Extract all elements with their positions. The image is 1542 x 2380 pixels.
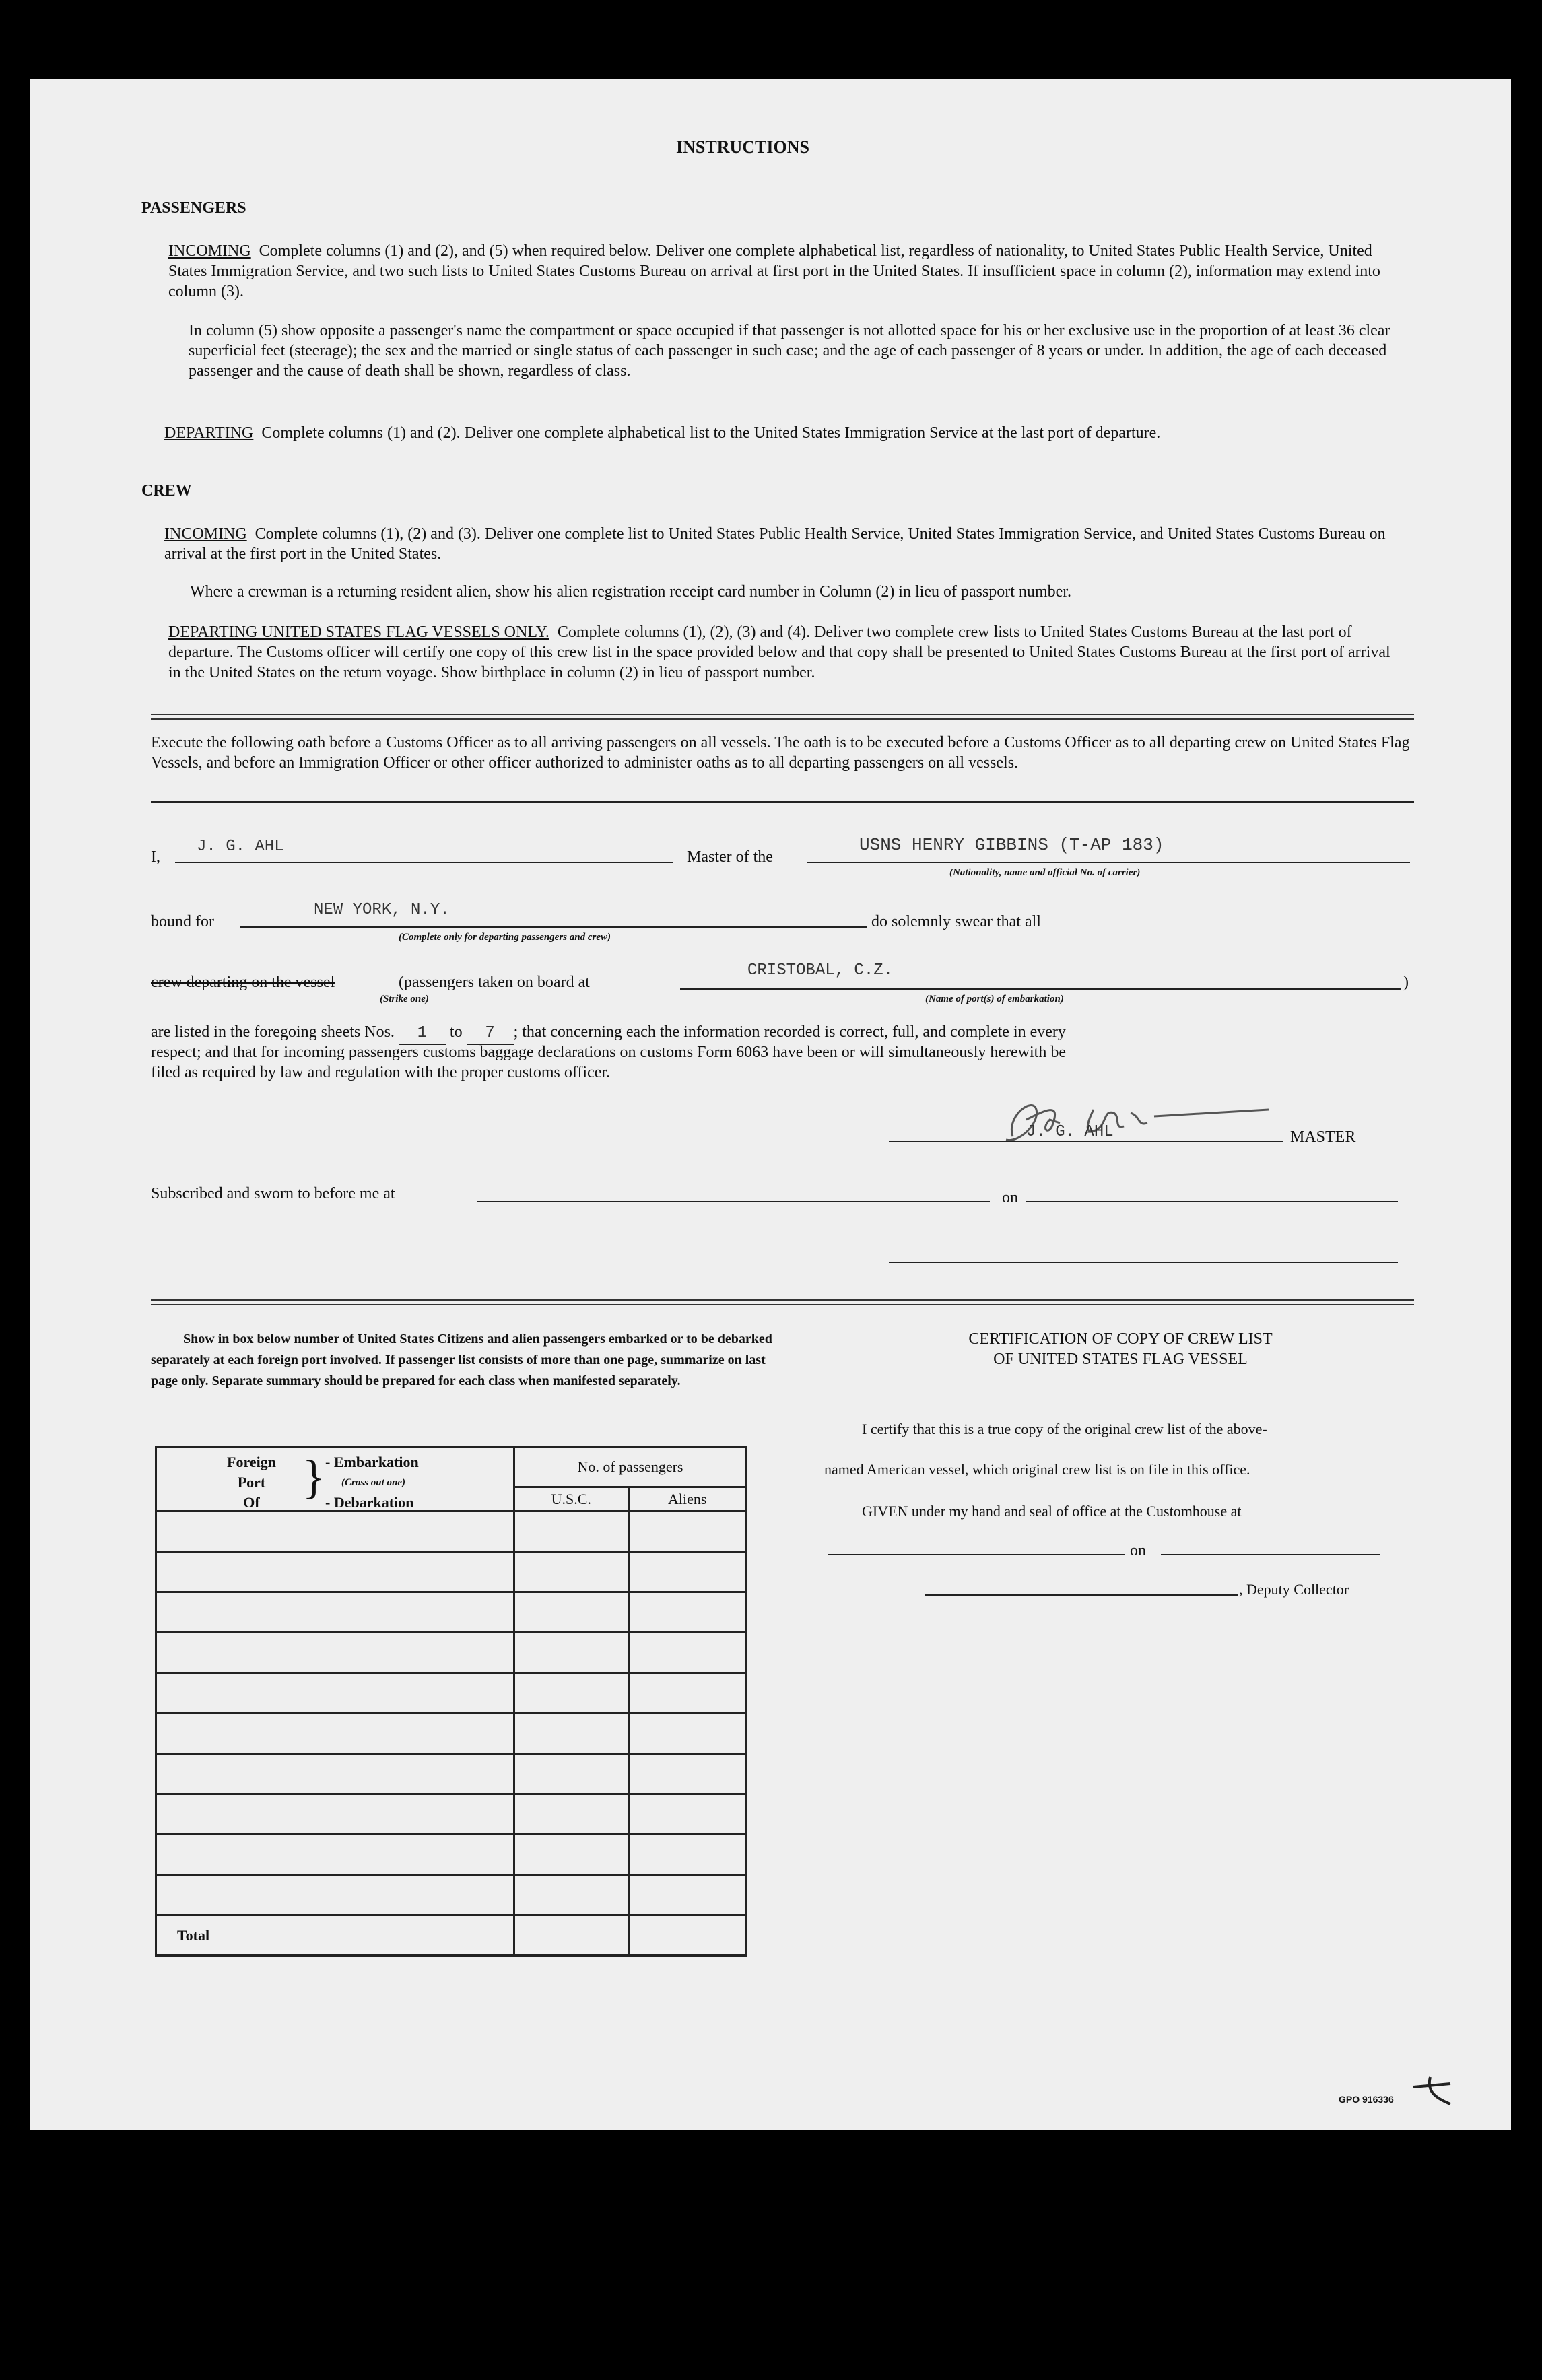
table-row bbox=[156, 1754, 514, 1794]
crew-departing-text: Complete columns (1), (2), (3) and (4). Deliver two complete crew lists to United States Customs Bureau at the last port of departure. The Customs officer will certify one copy of this crew list in the space provided below and that copy shall be presented to United States Customs Bureau at the first port of arrival in the United States on the return voyage. Show birthplace in column (2) in lieu of passport number. bbox=[168, 623, 1390, 681]
table-cell bbox=[514, 1713, 628, 1754]
table-cell bbox=[514, 1633, 628, 1673]
certification-line-1: I certify that this is a true copy of the original crew list of the above- bbox=[862, 1421, 1267, 1437]
master-name-value: J. G. AHL bbox=[197, 838, 284, 856]
brace-icon: } bbox=[302, 1452, 325, 1503]
subscribed-label: Subscribed and sworn to before me at bbox=[151, 1185, 395, 1202]
swear-text: do solemnly swear that all bbox=[871, 913, 1041, 930]
total-aliens-cell bbox=[628, 1915, 747, 1956]
subscribed-date-line bbox=[1026, 1201, 1398, 1202]
listed-sentence bbox=[151, 1022, 1414, 1045]
table-row bbox=[156, 1835, 514, 1875]
vessel-caption: (Nationality, name and official No. of carrier) bbox=[949, 867, 1141, 878]
port-label: Port bbox=[237, 1474, 266, 1491]
table-cell bbox=[514, 1552, 628, 1592]
passengers-heading: PASSENGERS bbox=[141, 199, 246, 217]
vessel-line bbox=[807, 862, 1410, 863]
table-cell bbox=[628, 1835, 747, 1875]
table-row bbox=[156, 1673, 514, 1713]
table-row bbox=[156, 1875, 514, 1915]
port-value: CRISTOBAL, C.Z. bbox=[747, 961, 894, 980]
passengers-column5-paragraph bbox=[189, 320, 1401, 381]
port-caption: (Name of port(s) of embarkation) bbox=[925, 994, 1064, 1005]
certification-on-label: on bbox=[1130, 1542, 1146, 1559]
crew-option-struck: crew departing on the vessel bbox=[151, 974, 335, 991]
close-paren: ) bbox=[1403, 974, 1409, 991]
certification-title bbox=[824, 1329, 1417, 1369]
table-cell bbox=[628, 1713, 747, 1754]
sheet-to-value: 7 bbox=[467, 1023, 514, 1045]
table-cell bbox=[628, 1673, 747, 1713]
deputy-collector-label: , Deputy Collector bbox=[1239, 1581, 1349, 1598]
crew-departing-label: DEPARTING UNITED STATES FLAG VESSELS ONLY. bbox=[168, 623, 549, 641]
aliens-header: Aliens bbox=[628, 1487, 747, 1511]
table-cell bbox=[628, 1633, 747, 1673]
crew-incoming-text: Complete columns (1), (2) and (3). Deliver one complete list to United States Public Health Service, United States Immigration Service, and United States Customs Bureau on arrival at the first port in the United States. bbox=[164, 525, 1386, 563]
i-label: I, bbox=[151, 848, 160, 866]
destination-caption: (Complete only for departing passengers and crew) bbox=[399, 932, 611, 943]
table-row bbox=[156, 1552, 514, 1592]
section-divider bbox=[151, 714, 1414, 720]
crew-incoming-paragraph bbox=[164, 524, 1401, 564]
no-of-passengers-header: No. of passengers bbox=[514, 1448, 746, 1487]
port-line bbox=[680, 988, 1401, 990]
destination-value: NEW YORK, N.Y. bbox=[314, 901, 450, 919]
crew-heading: CREW bbox=[141, 482, 192, 500]
usc-header: U.S.C. bbox=[514, 1487, 628, 1511]
foreign-port-header bbox=[156, 1448, 514, 1511]
table-row bbox=[156, 1592, 514, 1633]
cross-out-caption: (Cross out one) bbox=[341, 1477, 406, 1488]
certification-line-2: named American vessel, which original crew list is on file in this office. bbox=[824, 1461, 1250, 1478]
table-row bbox=[156, 1633, 514, 1673]
table-cell bbox=[514, 1835, 628, 1875]
table-cell bbox=[628, 1592, 747, 1633]
certification-title-1: CERTIFICATION OF COPY OF CREW LIST bbox=[968, 1330, 1273, 1348]
table-cell bbox=[628, 1754, 747, 1794]
destination-line bbox=[240, 926, 867, 928]
oath-divider bbox=[151, 801, 1414, 803]
passengers-taken-text: (passengers taken on board at bbox=[399, 974, 590, 991]
table-cell bbox=[514, 1511, 628, 1552]
passengers-departing-paragraph bbox=[164, 423, 1401, 443]
of-label: Of bbox=[243, 1494, 260, 1511]
table-cell bbox=[514, 1592, 628, 1633]
strike-caption: (Strike one) bbox=[380, 994, 429, 1005]
master-of-label: Master of the bbox=[687, 848, 773, 866]
table-cell bbox=[514, 1754, 628, 1794]
table-cell bbox=[514, 1794, 628, 1835]
certification-date-line bbox=[1161, 1554, 1380, 1555]
listed-text-3: respect; and that for incoming passengers customs baggage declarations on customs Form 6063 have been or will simultaneously herewith be bbox=[151, 1044, 1066, 1061]
passengers-departing-text: Complete columns (1) and (2). Deliver one complete alphabetical list to the United States Immigration Service at the last port of departure. bbox=[261, 424, 1161, 442]
subscribed-place-line bbox=[477, 1201, 990, 1202]
subscribed-on-label: on bbox=[1002, 1189, 1018, 1206]
check-mark-icon bbox=[1410, 2074, 1457, 2107]
listed-text-4: filed as required by law and regulation with the proper customs officer. bbox=[151, 1064, 611, 1081]
vessel-value: USNS HENRY GIBBINS (T-AP 183) bbox=[859, 835, 1164, 855]
certification-line-3: GIVEN under my hand and seal of office at the Customhouse at bbox=[862, 1503, 1242, 1520]
table-row bbox=[156, 1511, 514, 1552]
total-usc-cell bbox=[514, 1915, 628, 1956]
embarkation-label: - Embarkation bbox=[325, 1454, 419, 1470]
certification-title-2: OF UNITED STATES FLAG VESSEL bbox=[993, 1351, 1248, 1368]
table-cell bbox=[628, 1875, 747, 1915]
sheet-from-value: 1 bbox=[399, 1023, 446, 1045]
officer-signature-line bbox=[889, 1262, 1398, 1263]
debarkation-label: - Debarkation bbox=[325, 1494, 414, 1511]
signature-line bbox=[889, 1141, 1283, 1142]
master-label: MASTER bbox=[1290, 1128, 1356, 1146]
table-row bbox=[156, 1713, 514, 1754]
passengers-incoming-label: INCOMING bbox=[168, 242, 251, 260]
crew-departing-paragraph bbox=[168, 622, 1401, 683]
listed-text-2: ; that concerning each the information recorded is correct, full, and complete in every bbox=[513, 1023, 1066, 1041]
to-label: to bbox=[449, 1023, 463, 1041]
crew-alien-text: Where a crewman is a returning resident alien, show his alien registration receipt card number in Column (2) in lieu of passport number. bbox=[190, 583, 1071, 601]
customhouse-line bbox=[828, 1554, 1125, 1555]
foreign-label: Foreign bbox=[227, 1454, 276, 1470]
page-title: INSTRUCTIONS bbox=[676, 137, 809, 157]
table-cell bbox=[514, 1875, 628, 1915]
oath-intro: Execute the following oath before a Customs Officer as to all arriving passengers on all vessels. The oath is to be executed before a Customs Officer as to all departing crew on United States Flag Vessels, and before an Immigration Officer or other officer authorized to administer oaths as to all departing passengers on all vessels. bbox=[151, 734, 1410, 772]
table-row bbox=[156, 1794, 514, 1835]
table-cell bbox=[514, 1673, 628, 1713]
passengers-departing-label: DEPARTING bbox=[164, 424, 254, 442]
master-name-line bbox=[175, 862, 673, 863]
table-cell bbox=[628, 1511, 747, 1552]
bound-for-label: bound for bbox=[151, 913, 214, 930]
form-page bbox=[30, 79, 1511, 2130]
table-cell bbox=[628, 1794, 747, 1835]
listed-text-1: are listed in the foregoing sheets Nos. bbox=[151, 1023, 395, 1041]
passengers-column5-text: In column (5) show opposite a passenger's name the compartment or space occupied if that passenger is not allotted space for his or her exclusive use in the proportion of at least 36 clear superficial feet (steerage); the sex and the married or single status of each passenger in such case; and the age of each passenger of 8 years or under. In addition, the age of each deceased passenger and the cause of death shall be shown, regardless of class. bbox=[189, 322, 1390, 380]
passenger-summary-table bbox=[155, 1446, 747, 1957]
crew-incoming-label: INCOMING bbox=[164, 525, 247, 543]
total-label: Total bbox=[156, 1915, 514, 1956]
deputy-signature-line bbox=[925, 1594, 1238, 1596]
table-cell bbox=[628, 1552, 747, 1592]
passengers-incoming-paragraph bbox=[168, 241, 1401, 302]
summary-divider bbox=[151, 1299, 1414, 1305]
signature-name: J. G. AHL bbox=[1026, 1123, 1114, 1141]
summary-instructions: Show in box below number of United States Citizens and alien passengers embarked or to be debarked separately at each foreign port involved. If passenger list consists of more than one page, summarize on last page only. Separate summary should be prepared for each class when manifested separately. bbox=[151, 1332, 772, 1388]
gpo-number: GPO 916336 bbox=[1339, 2094, 1394, 2105]
passengers-incoming-text: Complete columns (1) and (2), and (5) when required below. Deliver one complete alphabetical list, regardless of nationality, to United States Public Health Service, United States Immigration Service, and two such lists to United States Customs Bureau on arrival at first port in the United States. If insufficient space in column (2), information may extend into column (3). bbox=[168, 242, 1380, 300]
